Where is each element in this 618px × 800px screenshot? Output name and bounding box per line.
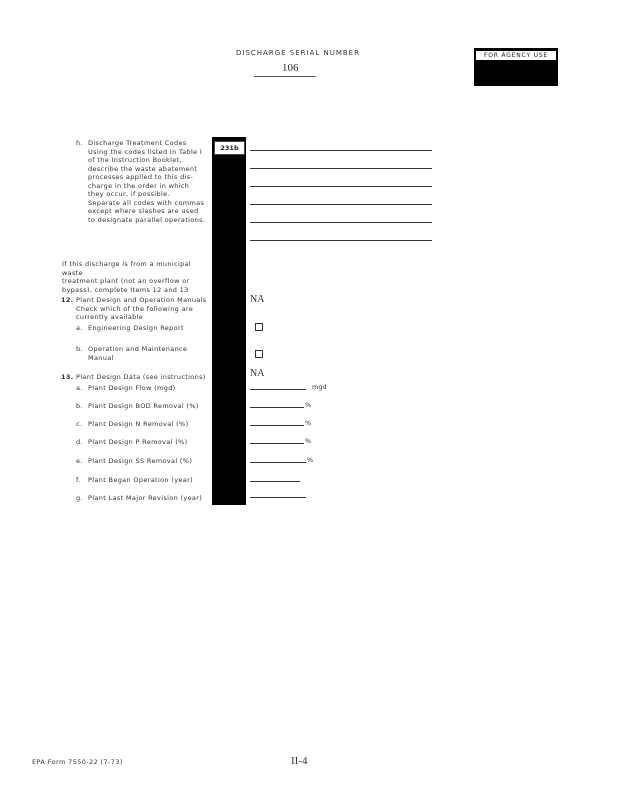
item-12-title: Plant Design and Operation Manuals (76, 296, 207, 304)
item-13-row-label: Plant Began Operation (year) (88, 476, 193, 484)
agency-use-box (474, 48, 558, 86)
municipal-note-line: bypass), complete Items 12 and 13 (62, 285, 189, 294)
item-12-block (76, 296, 212, 322)
p-removal-line[interactable] (250, 443, 304, 444)
design-flow-line[interactable] (250, 389, 306, 390)
item-13-answer: NA (250, 368, 265, 379)
item-h-line: Using the codes listed in Table I (88, 147, 203, 156)
item-13-row-label: Plant Design P Removal (%) (88, 438, 188, 446)
item-12a-letter: a. (76, 324, 83, 332)
item-h-line: to designate parallel operations. (88, 215, 206, 224)
item-h-block (88, 139, 212, 224)
agency-use-label: FOR AGENCY USE (475, 50, 557, 61)
item-12-line: currently available (76, 313, 144, 321)
operation-manual-checkbox[interactable] (255, 350, 263, 358)
item-13-row-letter: c. (76, 420, 83, 428)
unit-label: % (305, 437, 312, 445)
item-12a-label: Engineering Design Report (88, 324, 184, 332)
discharge-serial-number-label: DISCHARGE SERIAL NUMBER (236, 49, 360, 57)
treatment-code-line (250, 240, 432, 241)
item-12b-label (88, 345, 187, 362)
item-12-number: 12. (61, 296, 74, 304)
item-13-row-letter: d. (76, 438, 83, 446)
item-h-title: Discharge Treatment Codes (88, 139, 187, 147)
unit-label: mgd (312, 383, 327, 391)
municipal-note (62, 260, 212, 294)
unit-label: % (305, 419, 312, 427)
item-13-row-label: Plant Design N Removal (%) (88, 420, 189, 428)
redacted-column (212, 137, 246, 505)
bod-removal-line[interactable] (250, 407, 304, 408)
item-13-row-label: Plant Design BOD Removal (%) (88, 402, 199, 410)
item-13-row-label: Plant Design SS Removal (%) (88, 457, 193, 465)
form-identifier: EPA Form 7550-22 (7-73) (32, 758, 123, 766)
municipal-note-line: treatment plant (not an overflow or (62, 277, 190, 285)
item-12b-letter: b. (76, 345, 83, 353)
item-h-line: charge in the order in which (88, 181, 190, 190)
unit-label: % (305, 401, 312, 409)
last-revision-line[interactable] (250, 497, 306, 498)
treatment-code-line (250, 150, 432, 151)
began-operation-line[interactable] (250, 481, 300, 482)
treatment-code-line (250, 222, 432, 223)
item-h-letter: h. (76, 139, 83, 147)
serial-number-underline (254, 76, 316, 77)
item-13-row-letter: a. (76, 384, 83, 392)
n-removal-line[interactable] (250, 425, 304, 426)
page-number: II-4 (291, 755, 308, 767)
item-12-answer: NA (250, 294, 265, 305)
item-13-row-letter: b. (76, 402, 83, 410)
treatment-code-line (250, 186, 432, 187)
ss-removal-line[interactable] (250, 462, 306, 463)
item-h-line: Separate all codes with commas (88, 198, 205, 207)
municipal-note-line: If this discharge is from a municipal waste (62, 260, 192, 277)
item-h-line: they occur, if possible. (88, 190, 170, 198)
treatment-code-line (250, 204, 432, 205)
item-13-row-label: Plant Last Major Revision (year) (88, 494, 203, 502)
item-h-line: processes applied to this dis- (88, 173, 194, 181)
treatment-code-line (250, 168, 432, 169)
item-h-line: except where slashes are used (88, 207, 199, 215)
engineering-report-checkbox[interactable] (255, 323, 263, 331)
item-12-line: Check which of the following are (76, 304, 194, 313)
item-13-number: 13. (61, 373, 74, 381)
item-h-line: describe the waste abatement (88, 164, 198, 173)
item-12b-label-line: Operation and Maintenance (88, 345, 188, 353)
treatment-code-box: 231b (214, 141, 245, 155)
item-h-line: of the Instruction Booklet, (88, 156, 182, 164)
discharge-serial-number-value: 106 (282, 62, 299, 74)
item-12b-label-line: Manual (88, 353, 114, 362)
item-13-row-letter: e. (76, 457, 83, 465)
unit-label: % (307, 456, 314, 464)
item-13-row-letter: f. (76, 476, 81, 484)
item-13-row-letter: g. (76, 494, 83, 502)
item-13-title: Plant Design Data (see instructions) (76, 373, 206, 381)
item-13-row-label: Plant Design Flow (mgd) (88, 384, 176, 392)
